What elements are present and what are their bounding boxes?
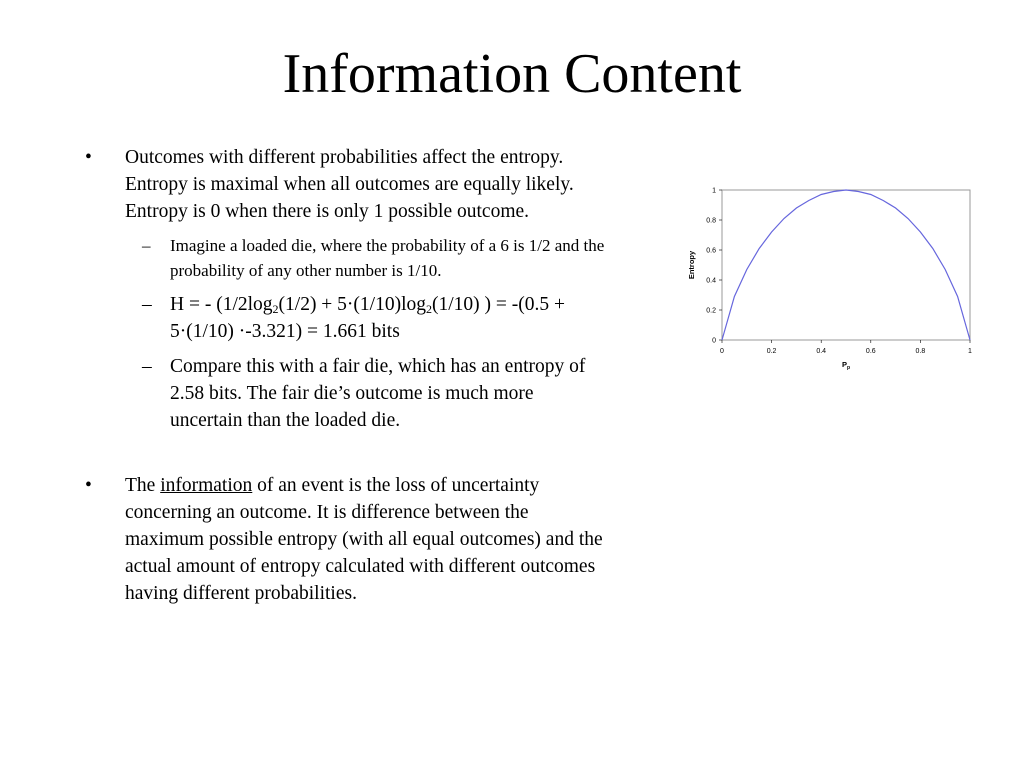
- y-tick-label: 0.4: [706, 277, 716, 285]
- formula-part: H = - (1/2log: [170, 294, 273, 315]
- information-term: information: [160, 475, 253, 496]
- entropy-chart: [680, 180, 980, 390]
- entropy-chart-svg: [680, 180, 980, 390]
- x-tick-label: 0.6: [865, 348, 876, 355]
- bullet-text-pre: The: [125, 475, 161, 496]
- sub-bullet-marker: –: [142, 356, 152, 377]
- bullet-entropy-probabilities: [85, 144, 605, 225]
- x-tick-label: 1: [968, 348, 972, 355]
- formula-subscript: 2: [426, 302, 432, 316]
- x-tick-label: 0: [720, 348, 724, 355]
- x-axis-label-main: P: [841, 360, 847, 369]
- formula-part: (1/2) + 5·(1/10)log: [278, 294, 426, 315]
- bullet-marker: •: [85, 147, 92, 168]
- bullet-text: Outcomes with different probabilities affect the entropy. Entropy is maximal when all outcomes are equally likely. Entropy is 0 when there is only 1 possible outcome.: [125, 147, 574, 222]
- y-tick-label: 1: [712, 187, 716, 195]
- x-tick-label: 0.8: [915, 348, 926, 355]
- formula-part: (1/10) ) = -(0.5 + 5·(1/10) ·-3.321) = 1.661 bits: [170, 294, 566, 342]
- sub-bullet-fair-die: [85, 353, 605, 434]
- y-axis-label: Entropy: [687, 250, 696, 280]
- x-tick-label: 0.2: [766, 348, 777, 355]
- x-axis-label-subscript: p: [846, 365, 851, 371]
- y-tick-label: 0.6: [706, 247, 716, 255]
- x-axis-label: [842, 360, 850, 371]
- x-tick-label: 0.4: [816, 348, 827, 355]
- bullet-information-definition: [85, 472, 605, 607]
- sub-bullet-entropy-formula: [85, 291, 605, 345]
- sub-bullet-marker: –: [142, 236, 151, 255]
- sub-bullet-marker: –: [142, 294, 152, 315]
- sub-bullet-loaded-die: [85, 233, 605, 283]
- slide-title: Information Content: [282, 43, 742, 105]
- entropy-curve: [722, 190, 970, 340]
- bullet-marker: •: [85, 475, 92, 496]
- sub-bullet-text: Imagine a loaded die, where the probability of a 6 is 1/2 and the probability of any other number is 1/10.: [170, 236, 605, 280]
- sub-bullet-text: Compare this with a fair die, which has an entropy of 2.58 bits. The fair die’s outcome is much more uncertain than the loaded die.: [170, 356, 586, 431]
- y-tick-label: 0.2: [706, 307, 716, 315]
- plot-frame: [722, 190, 970, 340]
- formula-subscript: 2: [272, 302, 279, 316]
- y-tick-label: 0: [712, 337, 716, 345]
- bullet-text-post: of an event is the loss of uncertainty concerning an outcome. It is difference between the maximum possible entropy (with all equal outcomes) and the actual amount of entropy calculated with different outcomes having different probabilities.: [125, 475, 603, 604]
- bullet-list: [85, 144, 605, 607]
- y-tick-label: 0.8: [706, 217, 716, 225]
